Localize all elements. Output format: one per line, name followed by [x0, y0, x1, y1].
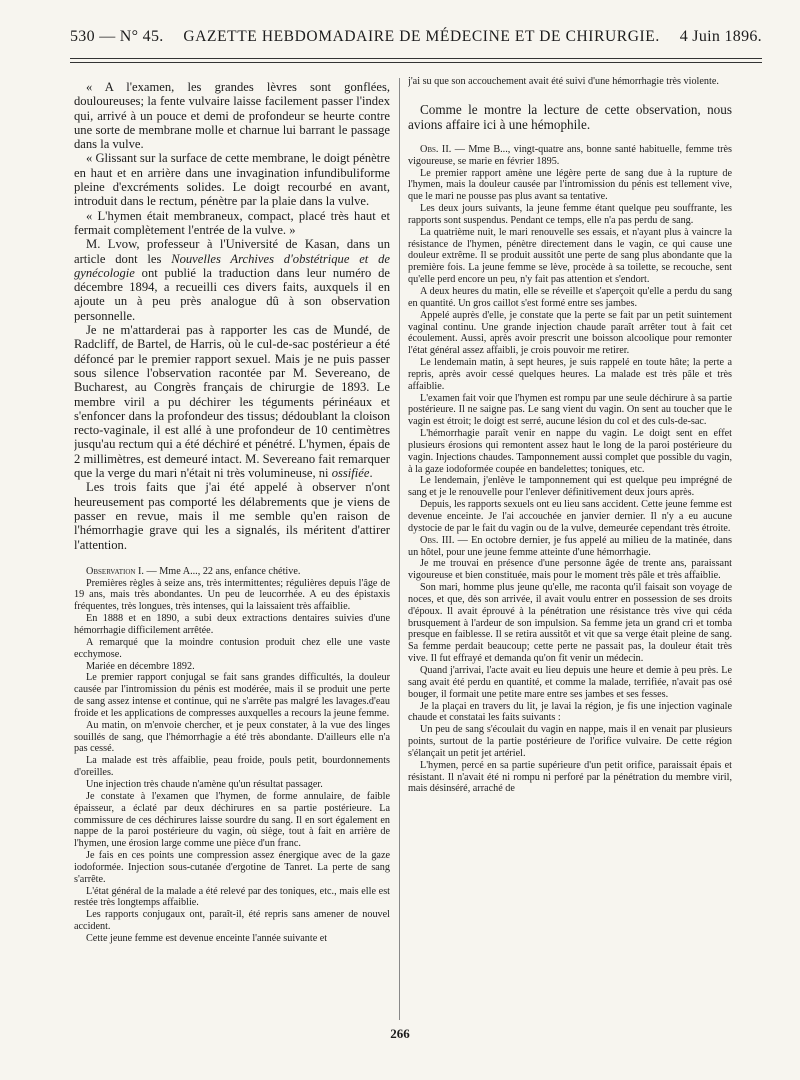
left-column [74, 80, 390, 1022]
paragraph: En 1888 et en 1890, a subi deux extractions dentaires suivies d'une hémorrhagie difficilement arrêtée. [74, 613, 390, 637]
italic-word: ossifiée [331, 466, 370, 481]
paragraph: Mariée en décembre 1892. [86, 660, 195, 672]
conclusion-paragraph: Comme le montre la lecture de cette observation, nous avions affaire ici à une hémophile. [408, 101, 732, 132]
page-number: 266 [390, 1026, 410, 1041]
journal-reference: Nouvelles Archives d'obstétrique et de gynécologie [74, 251, 390, 280]
paragraph: Appelé auprès d'elle, je constate que la perte se fait par un petit suintement vaginal continu. Une grande injection chaude paraît arrêter tout à fait cet écoulement. Aussi, après avoir prescrit une boisson alcoolique pour remonter l'état général assez affaibli, je crois pouvoir me retirer. [408, 309, 732, 357]
observation-heading [74, 566, 390, 578]
paragraph: Une injection très chaude n'amène qu'un résultat passager. [86, 778, 323, 790]
text-run: ont publié la traduction dans leur numéro de décembre 1894, a recueilli ces divers faits, auxquels il en ajoute un à peu près analogue dû à son observation personnelle. [74, 265, 390, 323]
paragraph: Cette jeune femme est devenue enceinte l'année suivante et [86, 932, 328, 944]
paragraph: Les rapports conjugaux ont, paraît-il, été repris sans amener de nouvel accident. [74, 909, 390, 933]
observation-label: Obs. III. [420, 534, 455, 546]
paragraph: « A l'examen, les grandes lèvres sont gonflées, douloureuses; la fente vulvaire laisse facilement passer l'index qui, arrivé à un pouce et demi de profondeur se heurte contre une sorte de membrane molle et charnue lui barrant le passage dans la vulve. [74, 80, 390, 152]
observation-heading [408, 535, 732, 559]
paragraph: A deux heures du matin, elle se réveille et s'aperçoit qu'elle a perdu du sang en quantité. Un gros caillot s'est formé entre ses jambes. [408, 285, 732, 309]
observation-heading [408, 144, 732, 168]
paragraph: Au matin, on m'envoie chercher, et je peux constater, à la vue des linges souillés de sang, que l'hémorrhagie a été très abondante. D'ailleurs elle n'a pas cessé. [74, 719, 390, 755]
paragraph: Je la plaçai en travers du lit, je lavai la région, je fis une injection vaginale chaude et constatai les faits suivants : [408, 700, 732, 724]
paragraph: L'hémorrhagie paraît venir en nappe du vagin. Le doigt sent en effet plusieurs érosions qui remontent assez haut le long de la paroi postérieure du vagin. Injections chaudes. Tamponnement aussi complet que possible du vagin, à la gaze iodoformée coupée en bandelettes; toniques, etc. [408, 428, 732, 475]
spacer [74, 552, 390, 566]
paragraph: L'état général de la malade a été relevé par des toniques, etc., mais elle est restée très longtemps affaiblie. [74, 885, 390, 909]
paragraph: Depuis, les rapports sexuels ont eu lieu sans accident. Cette jeune femme est devenue enceinte. Je l'ai accouchée en janvier dernier. Il n'y a eu aucune dystocie de par le fait du vagin ou de la vulve, demeurée cependant très étroite. [408, 499, 732, 534]
text-run: Je ne m'attarderai pas à rapporter les cas de Mundé, de Radcliff, de Bartel, de Harris, où le cul-de-sac postérieur a été défoncé par le premier rapport sexuel. Mais je ne puis passer sous silence l'observation racontée par M. Severeano, de Bucharest, au Congrès français de chirurgie de 1893. Le membre viril a pu déchirer les téguments périnéaux et s'enfoncer dans la profondeur des tissus; dédoublant la cloison recto-vaginale, il est allé à une profondeur de 10 centimètres jusqu'au rectum qui a été déchiré et pénétré. L'hymen, épais de 2 millimètres, est demeuré intact. M. Severeano fait remarquer que la verge du mari n'était ni très volumineuse, ni [74, 323, 390, 481]
right-column [408, 76, 732, 1022]
text-run: M. Lvow, professeur à l'Université de Kasan, dans un article dont les [74, 237, 390, 266]
paragraph: Les deux jours suivants, la jeune femme étant quelque peu souffrante, les rapports sont suspendus. Pendant ce temps, elle n'a pas perdu de sang. [408, 203, 732, 226]
paragraph: Son mari, homme plus jeune qu'elle, me raconta qu'il faisait son voyage de noces, et que, dès son arrivée, il avait voulu entrer en possession de ses droits d'époux. Il avait éprouvé à la pénétration une résistance très vive qui céda brusquement à l'ardeur de son impulsion. Sa femme jeta un grand cri et tomba presque en faiblesse. Il se retira aussitôt et vit que sa verge était pleine de sang. Sa femme perdait beaucoup; cette perte ne passait pas, la douleur était très vive. Il fut effrayé et demanda qu'on fit venir un médecin. [408, 582, 732, 665]
paragraph: Les trois faits que j'ai été appelé à observer n'ont heureusement pas comporté les délabrements que je viens de passer en revue, mais il me semble qu'en raison de l'hémorrhagie grave qui les a signalés, ils méritent d'attirer l'attention. [74, 480, 390, 552]
paragraph: Le premier rapport amène une légère perte de sang due à la rupture de l'hymen, mais la douleur causée par l'intromission du pénis est tellement vive, que le mari ne pousse pas plus avant sa tentative. [408, 167, 732, 203]
paragraph: L'hymen, percé en sa partie supérieure d'un petit orifice, paraissait épais et résistant. Il n'avait été ni rompu ni perforé par la pénétration du membre viril, mais désinséré, arraché de [408, 759, 732, 795]
paragraph: « Glissant sur la surface de cette membrane, le doigt pénètre en haut et en arrière dans une invagination infundibuliforme pleine d'excréments solides. Le doigt recourbé en avant, introduit dans le rectum, pénètre par la plaie dans la vulve. [74, 151, 390, 209]
paragraph: Quand j'arrivai, l'acte avait eu lieu depuis une heure et demie à peu près. Le sang avait été perdu en quantité, et comme la malade, terrifiée, n'avait pas osé bouger, il formait une petite mare entre ses jambes et ses fesses. [408, 664, 732, 700]
issue-date: 4 Juin 1896. [679, 28, 762, 45]
running-header [70, 22, 762, 52]
header-rule [70, 58, 762, 59]
paragraph: Je fais en ces points une compression assez énergique avec de la gaze iodoformée. Injection sous-cutanée d'ergotine de Tanret. La perte de sang s'arrête. [74, 850, 390, 885]
page-label: 530 — N° 45. [70, 28, 164, 45]
paragraph: L'examen fait voir que l'hymen est rompu par une seule déchirure à sa partie postérieure. Il ne saigne pas. Le sang vient du vagin. On sent au toucher que le vagin est étroit; le doigt est serré, aucune lésion du col et des culs-de-sac. [408, 392, 732, 428]
column-divider [399, 78, 400, 1020]
paragraph: La malade est très affaiblie, peau froide, pouls petit, bourdonnements d'oreilles. [74, 755, 390, 779]
journal-title: GAZETTE HEBDOMADAIRE DE MÉDECINE ET DE CHIRURGIE. [183, 28, 660, 45]
text-run: — Mme B..., vingt-quatre ans, bonne santé habituelle, femme très vigoureuse, se marie en février 1895. [408, 143, 732, 167]
paragraph: Un peu de sang s'écoulait du vagin en nappe, mais il en venait par plusieurs points, surtout de la partie postérieure de l'orifice vulvaire. De cette région s'élançait un petit jet artériel. [408, 724, 732, 759]
text-run: . [369, 466, 373, 481]
header-rule-double [70, 62, 762, 63]
paragraph [74, 323, 390, 480]
text-run: — En octobre dernier, je fus appelé au milieu de la matinée, dans un hôtel, pour une jeune femme atteinte d'une hémorrhagie. [408, 534, 732, 558]
paragraph [74, 237, 390, 323]
paragraph: Le lendemain matin, à sept heures, je suis rappelé en toute hâte; la perte a repris, après avoir cessé quelques heures. La malade est très pâle et très affaiblie. [408, 357, 732, 392]
paragraph: Le premier rapport conjugal se fait sans grandes difficultés, la douleur causée par l'intromission du pénis est modérée, mais il se produit une perte de sang assez intense et continue, qui ne s'arrête pas malgré les lavages.d'eau froide et les applications de compresses auxquelles a recours la jeune femme. [74, 672, 390, 719]
paragraph: Le lendemain, j'enlève le tamponnement qui est quelque peu imprégné de sang et je le renouvelle pour l'enlever définitivement deux jours après. [408, 475, 732, 499]
paragraph: A remarqué que la moindre contusion produit chez elle une vaste ecchymose. [74, 636, 390, 660]
paragraph: « L'hymen était membraneux, compact, placé très haut et fermait complètement l'entrée de la vulve. » [74, 208, 390, 237]
paragraph: Je me trouvai en présence d'une personne âgée de trente ans, paraissant vigoureuse et bien constituée, mais pour le moment très pâle et très affaiblie. [408, 558, 732, 582]
observation-label: Obs. II. [420, 143, 452, 155]
text-run: — Mme A..., 22 ans, enfance chétive. [143, 565, 301, 577]
paragraph: j'ai su que son accouchement avait été suivi d'une hémorrhagie très violente. [408, 76, 719, 87]
observation-label: Observation I. [86, 565, 144, 577]
paragraph: Je constate à l'examen que l'hymen, de forme annulaire, de faible épaisseur, a éclaté par deux déchirures en sa partie postérieure. La commissure de ces déchirures laisse sourdre du sang. Il en sort également en nappe de la paroi postérieure du vagin, où siège, tout à fait en arrière de l'hymen, une érosion large comme une pièce d'un franc. [74, 790, 390, 850]
paragraph: Premières règles à seize ans, très intermittentes; régulières depuis l'âge de 19 ans, mais très abondantes. Un peu de leucorrhée. A eu des épistaxis fréquentes, très longues, très intenses, qui la laissaient très affaiblie. [74, 577, 390, 613]
paragraph: La quatrième nuit, le mari renouvelle ses essais, et n'ayant plus à vaincre la résistance de l'hymen, pénètre directement dans le vagin, ce qui cause une douleur extrême. Il se produit aussitôt une perte de sang plus abondante que la première fois. La jeune femme se lève, procède à sa toilette, se recouche, sent qu'elle perd encore un peu, n'y fait pas attention et s'endort. [408, 226, 732, 286]
